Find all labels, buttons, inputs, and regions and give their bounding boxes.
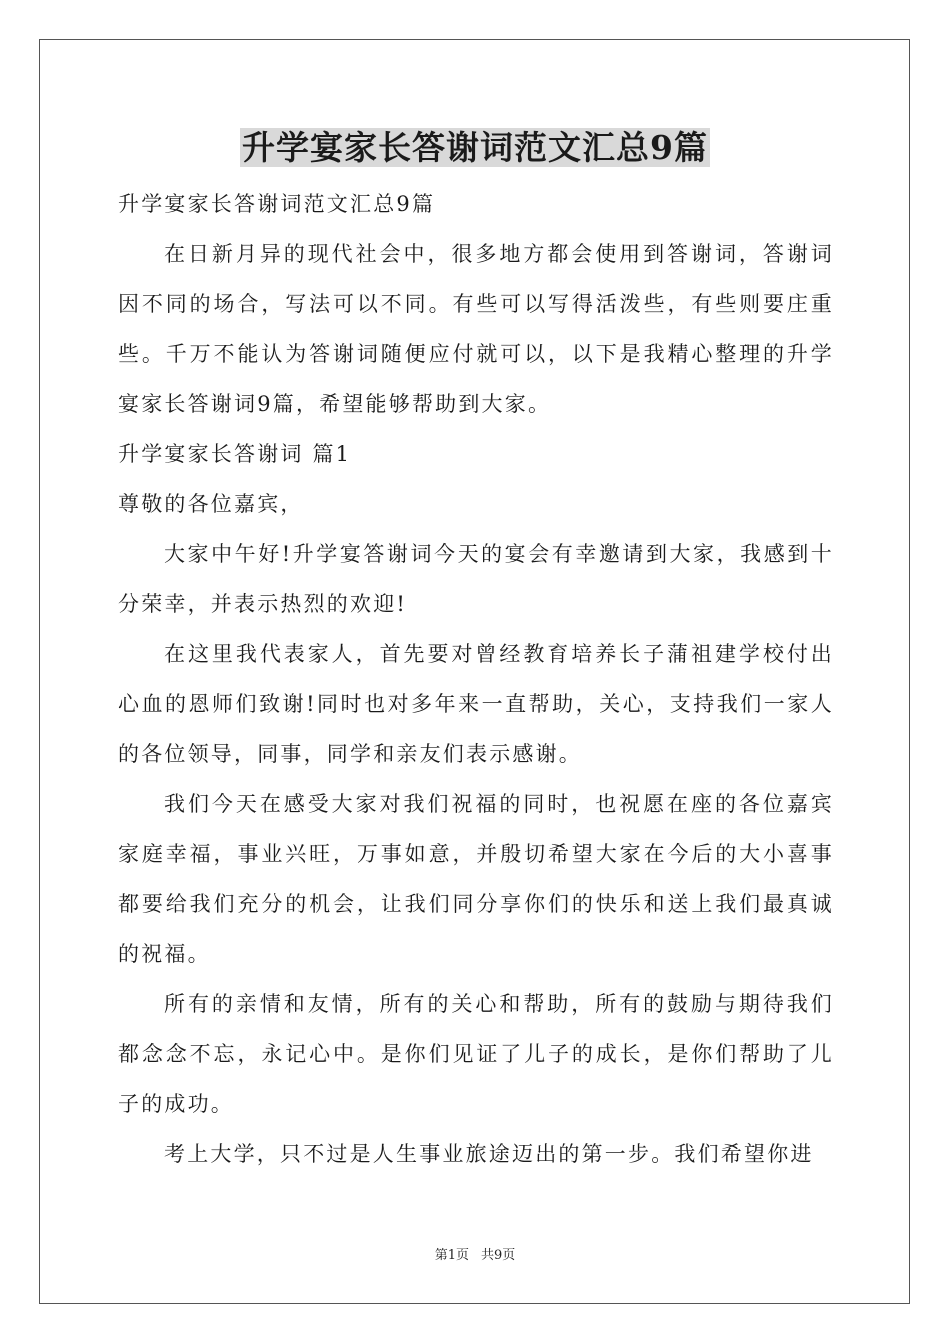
body-paragraph-3: 尊敬的各位嘉宾， bbox=[118, 492, 304, 516]
body-paragraph-7: 所有的亲情和友情，所有的关心和帮助，所有的鼓励与期待我们都念念不忘，永记心中。是你们见证了儿子的成长，是你们帮助了儿子的成功。 bbox=[118, 992, 834, 1116]
document-title bbox=[0, 126, 950, 170]
body-paragraph-0: 升学宴家长答谢词范文汇总9篇 bbox=[118, 192, 436, 216]
body-paragraph-5: 在这里我代表家人，首先要对曾经教育培养长子蒲祖建学校付出心血的恩师们致谢!同时也对多年来一直帮助，关心，支持我们一家人的各位领导，同事，同学和亲友们表示感谢。 bbox=[118, 642, 834, 766]
body-paragraph-6: 我们今天在感受大家对我们祝福的同时，也祝愿在座的各位嘉宾家庭幸福，事业兴旺，万事如意，并殷切希望大家在今后的大小喜事都要给我们充分的机会，让我们同分享你们的快乐和送上我们最真诚的祝福。 bbox=[118, 792, 834, 966]
body-paragraph-2: 升学宴家长答谢词 篇1 bbox=[118, 442, 352, 466]
body-paragraph-1: 在日新月异的现代社会中，很多地方都会使用到答谢词，答谢词因不同的场合，写法可以不同。有些可以写得活泼些，有些则要庄重些。千万不能认为答谢词随便应付就可以，以下是我精心整理的升学宴家长答谢词9篇，希望能够帮助到大家。 bbox=[118, 242, 834, 416]
page-footer bbox=[0, 1247, 950, 1265]
body-paragraph-4: 大家中午好!升学宴答谢词今天的宴会有幸邀请到大家，我感到十分荣幸，并表示热烈的欢迎! bbox=[118, 542, 834, 616]
document-body bbox=[118, 179, 834, 1179]
document-title-text: 升学宴家长答谢词范文汇总9篇 bbox=[242, 128, 708, 167]
body-paragraph-8: 考上大学，只不过是人生事业旅途迈出的第一步。我们希望你进 bbox=[164, 1142, 814, 1166]
page-total: 共9页 bbox=[481, 1248, 516, 1263]
page-number: 第1页 bbox=[434, 1248, 469, 1263]
